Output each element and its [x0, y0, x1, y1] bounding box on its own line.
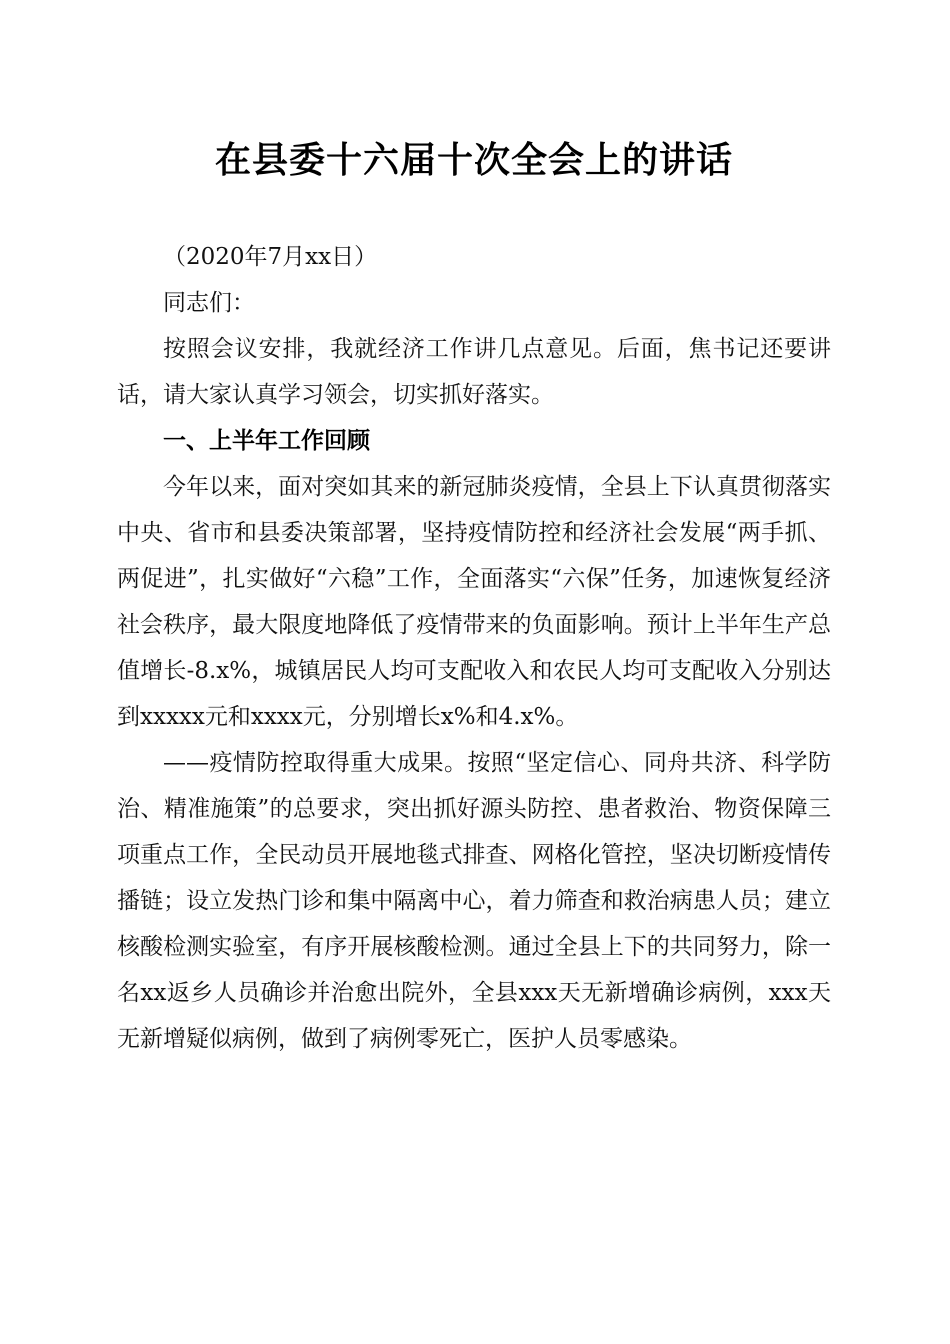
- section-paragraph: ——疫情防控取得重大成果。按照“坚定信心、同舟共济、科学防治、精准施策”的总要求，突出抓好源头防控、患者救治、物资保障三项重点工作，全民动员开展地毯式排查、网格化管控，坚决切断疫情传播链；设立发热门诊和集中隔离中心，着力筛查和救治病患人员；建立核酸检测实验室，有序开展核酸检测。通过全县上下的共同努力，除一名xx返乡人员确诊并治愈出院外，全县xxx天无新增确诊病例，xxx天无新增疑似病例，做到了病例零死亡，医护人员零感染。: [117, 750, 831, 1052]
- salutation: 同志们：: [163, 290, 255, 316]
- speech-date: （2020年7月xx日）: [163, 244, 378, 270]
- document-body: [117, 130, 831, 1062]
- section-heading: 一、上半年工作回顾: [163, 428, 370, 454]
- document-title: 在县委十六届十次全会上的讲话: [214, 139, 733, 181]
- section-paragraph: 今年以来，面对突如其来的新冠肺炎疫情，全县上下认真贯彻落实中央、省市和县委决策部署，坚持疫情防控和经济社会发展“两手抓、两促进”，扎实做好“六稳”工作，全面落实“六保”任务，加速恢复经济社会秩序，最大限度地降低了疫情带来的负面影响。预计上半年生产总值增长-8.x%，城镇居民人均可支配收入和农民人均可支配收入分别达到xxxxx元和xxxx元，分别增长x%和4.x%。: [117, 474, 831, 730]
- intro-paragraph: 按照会议安排，我就经济工作讲几点意见。后面，焦书记还要讲话，请大家认真学习领会，切实抓好落实。: [117, 336, 831, 408]
